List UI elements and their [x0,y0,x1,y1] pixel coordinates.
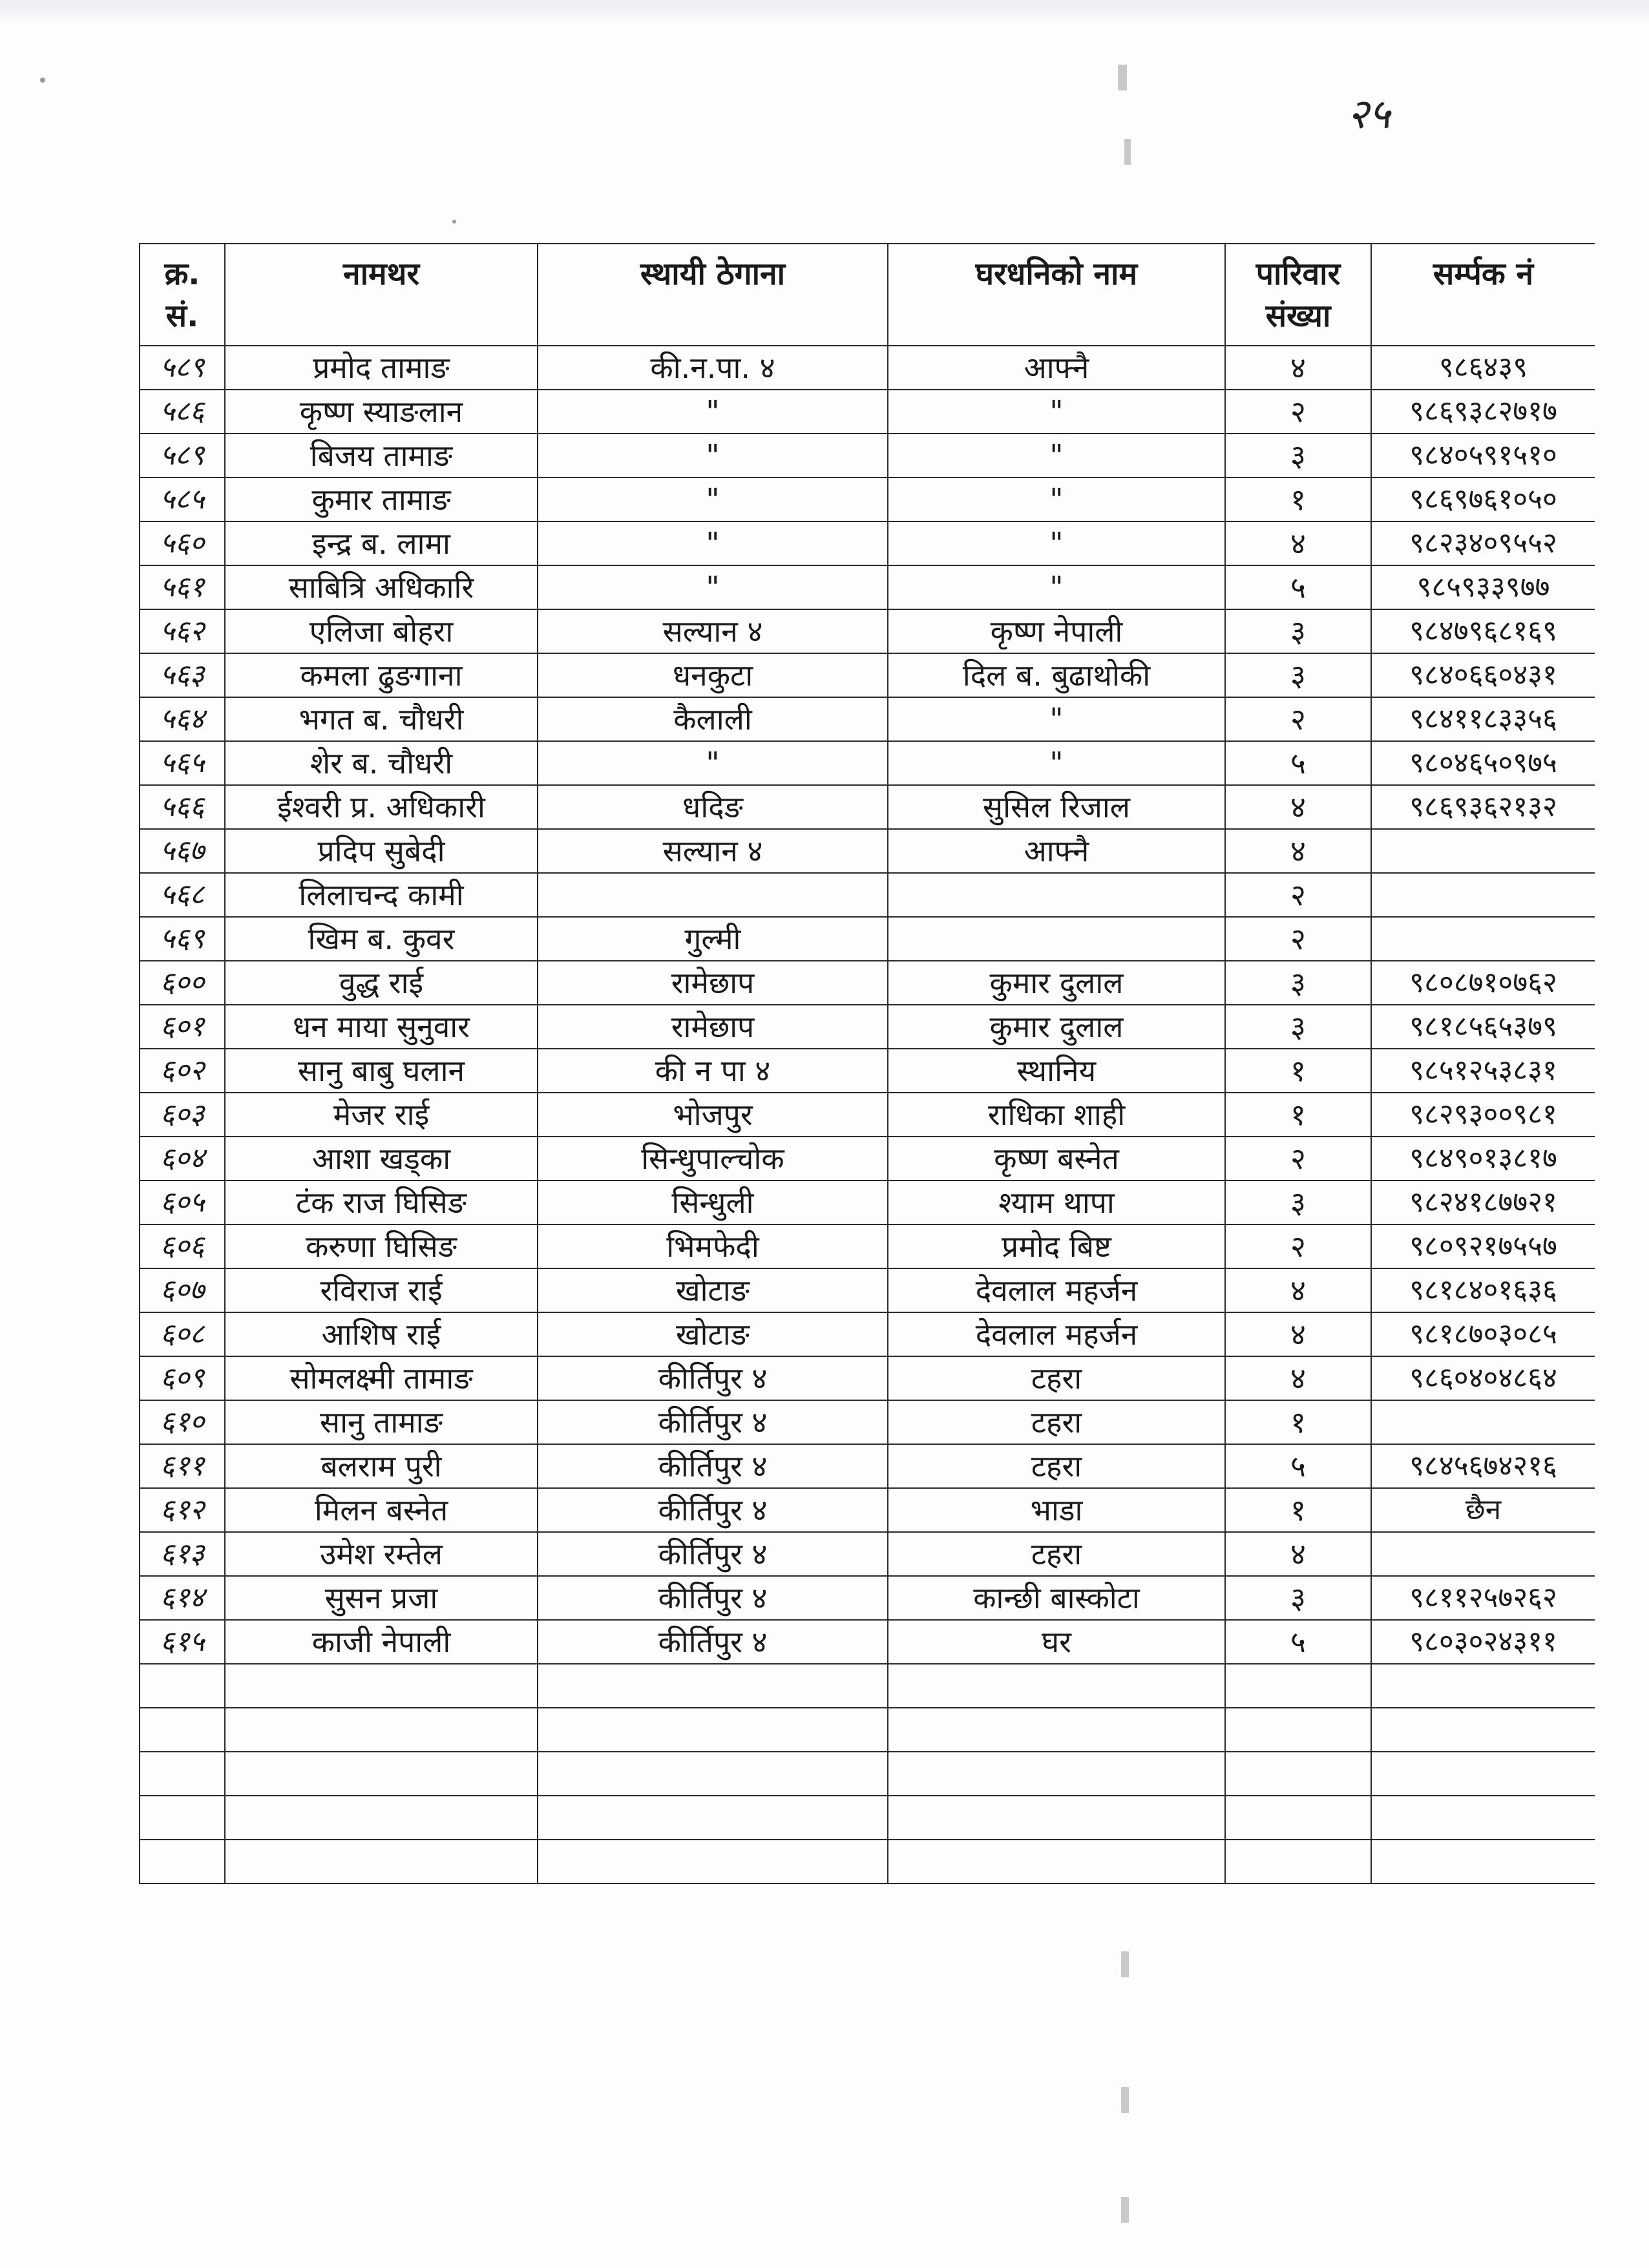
serial-cell: ५६८ [140,873,225,917]
blank-cell [225,1840,538,1884]
contact-cell: ९८२३४०९५५२ [1371,521,1595,565]
contact-cell [1371,917,1595,961]
table-row [140,1093,1595,1137]
blank-cell [225,1664,538,1708]
name-cell: रविराज राई [225,1268,538,1312]
blank-cell [1371,1796,1595,1840]
blank-cell [1225,1664,1371,1708]
household-register-table [139,243,1595,1884]
table-row [140,1005,1595,1049]
serial-cell: ६१५ [140,1620,225,1664]
serial-cell: ६०७ [140,1268,225,1312]
blank-cell [225,1708,538,1752]
serial-cell: ५८५ [140,478,225,521]
name-cell: एलिजा बोहरा [225,609,538,653]
contact-cell: ९८२९३००९८१ [1371,1093,1595,1137]
table-row [140,653,1595,697]
owner-cell: घर [888,1620,1225,1664]
contact-cell: ९८०८७१०७६२ [1371,961,1595,1005]
serial-cell: ५६४ [140,697,225,741]
name-cell: आशा खड्का [225,1137,538,1181]
blank-cell [538,1664,888,1708]
serial-cell: ६०९ [140,1356,225,1400]
contact-cell: ९८०९२१७५५७ [1371,1224,1595,1268]
blank-cell [888,1840,1225,1884]
name-cell: शेर ब. चौधरी [225,741,538,785]
serial-cell: ५६७ [140,829,225,873]
name-cell: सुसन प्रजा [225,1576,538,1620]
table-row [140,697,1595,741]
owner-cell: आफ्नै [888,346,1225,390]
name-cell: टंक राज घिसिङ [225,1181,538,1224]
name-cell: साबित्रि अधिकारि [225,565,538,609]
header-contact: सर्म्पक नं [1371,244,1595,346]
address-cell: कीर्तिपुर ४ [538,1400,888,1444]
blank-cell [1371,1664,1595,1708]
blank-row [140,1840,1595,1884]
address-cell: कीर्तिपुर ४ [538,1488,888,1532]
serial-cell: ६१४ [140,1576,225,1620]
table-row [140,346,1595,390]
blank-cell [1225,1708,1371,1752]
table-row [140,785,1595,829]
scan-mark [1121,2197,1129,2223]
serial-cell: ५६२ [140,609,225,653]
contact-cell: ९८५९३३९७७ [1371,565,1595,609]
serial-cell: ६१२ [140,1488,225,1532]
serial-cell: ५६५ [140,741,225,785]
serial-cell: ५६३ [140,653,225,697]
table-row [140,829,1595,873]
family-count-cell: ३ [1225,1576,1371,1620]
address-cell: धनकुटा [538,653,888,697]
serial-cell: ६०५ [140,1181,225,1224]
address-cell: भिमफेदी [538,1224,888,1268]
table-row [140,1356,1595,1400]
address-cell: सिन्धुपाल्चोक [538,1137,888,1181]
blank-cell [888,1796,1225,1840]
address-cell: सल्यान ४ [538,829,888,873]
scan-mark [1121,1951,1129,1977]
owner-cell: टहरा [888,1532,1225,1576]
owner-cell: देवलाल महर्जन [888,1268,1225,1312]
family-count-cell: ४ [1225,785,1371,829]
serial-cell: ६०३ [140,1093,225,1137]
owner-cell: टहरा [888,1444,1225,1488]
address-cell: रामेछाप [538,961,888,1005]
table-row [140,961,1595,1005]
table-row [140,1268,1595,1312]
contact-cell: ९८०३०२४३११ [1371,1620,1595,1664]
name-cell: लिलाचन्द कामी [225,873,538,917]
table-row [140,917,1595,961]
scan-top-edge [0,0,1649,26]
header-name: नामथर [225,244,538,346]
contact-cell: छैन [1371,1488,1595,1532]
address-cell: धदिङ [538,785,888,829]
table-row [140,1181,1595,1224]
blank-row [140,1752,1595,1796]
family-count-cell: ३ [1225,1005,1371,1049]
family-count-cell: ५ [1225,1444,1371,1488]
blank-cell [140,1708,225,1752]
table-row [140,521,1595,565]
address-cell: खोटाङ [538,1268,888,1312]
contact-cell: ९८६९३६२१३२ [1371,785,1595,829]
serial-cell: ५६६ [140,785,225,829]
address-cell: रामेछाप [538,1005,888,1049]
contact-cell: ९८२४१८७७२१ [1371,1181,1595,1224]
table-row [140,434,1595,478]
scan-mark [1118,65,1127,90]
contact-cell: ९८१८५६५३७९ [1371,1005,1595,1049]
serial-cell: ६०१ [140,1005,225,1049]
table-row [140,1488,1595,1532]
owner-cell: टहरा [888,1400,1225,1444]
name-cell: बिजय तामाङ [225,434,538,478]
owner-cell: टहरा [888,1356,1225,1400]
family-count-cell: ५ [1225,1620,1371,1664]
contact-cell [1371,1400,1595,1444]
contact-cell: ९८६०४०४८६४ [1371,1356,1595,1400]
blank-cell [140,1664,225,1708]
owner-cell: भाडा [888,1488,1225,1532]
name-cell: काजी नेपाली [225,1620,538,1664]
address-cell: " [538,565,888,609]
family-count-cell: ५ [1225,565,1371,609]
page-number: २५ [1347,90,1391,138]
blank-row [140,1708,1595,1752]
blank-cell [888,1708,1225,1752]
contact-cell: ९८५१२५३८३१ [1371,1049,1595,1093]
family-count-cell: ४ [1225,346,1371,390]
family-count-cell: ३ [1225,1181,1371,1224]
contact-cell: ९८४७९६८१६९ [1371,609,1595,653]
contact-cell [1371,1532,1595,1576]
blank-cell [538,1796,888,1840]
address-cell: कीर्तिपुर ४ [538,1356,888,1400]
family-count-cell: २ [1225,917,1371,961]
address-cell: " [538,478,888,521]
contact-cell: ९८६९७६१०५० [1371,478,1595,521]
contact-cell: ९८१८४०१६३६ [1371,1268,1595,1312]
owner-cell: देवलाल महर्जन [888,1312,1225,1356]
owner-cell: " [888,565,1225,609]
owner-cell [888,873,1225,917]
name-cell: प्रमोद तामाङ [225,346,538,390]
blank-cell [538,1840,888,1884]
header-serial: क्र. सं. [140,244,225,346]
serial-cell: ६११ [140,1444,225,1488]
blank-cell [538,1708,888,1752]
table-row [140,1576,1595,1620]
family-count-cell: १ [1225,1488,1371,1532]
blank-cell [538,1752,888,1796]
name-cell: सोमलक्ष्मी तामाङ [225,1356,538,1400]
contact-cell: ९८०४६५०९७५ [1371,741,1595,785]
table-row [140,1137,1595,1181]
contact-cell: ९८११२५७२६२ [1371,1576,1595,1620]
owner-cell [888,917,1225,961]
address-cell: की.न.पा. ४ [538,346,888,390]
serial-cell: ५६१ [140,565,225,609]
table-row [140,741,1595,785]
table-row [140,873,1595,917]
owner-cell: श्याम थापा [888,1181,1225,1224]
address-cell: " [538,521,888,565]
family-count-cell: ३ [1225,609,1371,653]
serial-cell: ५८६ [140,390,225,434]
address-cell: कीर्तिपुर ४ [538,1532,888,1576]
name-cell: वुद्ध राई [225,961,538,1005]
family-count-cell: ३ [1225,653,1371,697]
family-count-cell: ५ [1225,741,1371,785]
family-count-cell: १ [1225,1400,1371,1444]
serial-cell: ६१३ [140,1532,225,1576]
owner-cell: प्रमोद बिष्ट [888,1224,1225,1268]
family-count-cell: ४ [1225,1356,1371,1400]
owner-cell: " [888,741,1225,785]
name-cell: उमेश रम्तेल [225,1532,538,1576]
family-count-cell: १ [1225,1093,1371,1137]
name-cell: आशिष राई [225,1312,538,1356]
address-cell: खोटाङ [538,1312,888,1356]
owner-cell: स्थानिय [888,1049,1225,1093]
blank-cell [140,1840,225,1884]
name-cell: सानु बाबु घलान [225,1049,538,1093]
owner-cell: राधिका शाही [888,1093,1225,1137]
contact-cell [1371,829,1595,873]
name-cell: मेजर राई [225,1093,538,1137]
blank-cell [225,1796,538,1840]
header-address: स्थायी ठेगाना [538,244,888,346]
scan-speck [40,78,45,83]
family-count-cell: १ [1225,478,1371,521]
blank-cell [888,1664,1225,1708]
blank-cell [1371,1708,1595,1752]
family-count-cell: २ [1225,873,1371,917]
family-count-cell: २ [1225,390,1371,434]
blank-cell [1225,1752,1371,1796]
contact-cell: ९८४०६६०४३१ [1371,653,1595,697]
blank-cell [1225,1796,1371,1840]
contact-cell: ९८४११८३३५६ [1371,697,1595,741]
address-cell: " [538,741,888,785]
family-count-cell: ३ [1225,434,1371,478]
address-cell: " [538,390,888,434]
name-cell: सानु तामाङ [225,1400,538,1444]
name-cell: कृष्ण स्याङलान [225,390,538,434]
contact-cell: ९८४९०१३८१७ [1371,1137,1595,1181]
table-row [140,1224,1595,1268]
owner-cell: दिल ब. बुढाथोकी [888,653,1225,697]
family-count-cell: ३ [1225,961,1371,1005]
table-row [140,1532,1595,1576]
scan-mark [1124,139,1131,165]
serial-cell: ६१० [140,1400,225,1444]
blank-cell [888,1752,1225,1796]
owner-cell: कृष्ण बस्नेत [888,1137,1225,1181]
family-count-cell: १ [1225,1049,1371,1093]
blank-row [140,1796,1595,1840]
address-cell: भोजपुर [538,1093,888,1137]
blank-cell [225,1752,538,1796]
table-row [140,1312,1595,1356]
contact-cell: ९८४५६७४२१६ [1371,1444,1595,1488]
serial-cell: ५८९ [140,346,225,390]
contact-cell: ९८१८७०३०८५ [1371,1312,1595,1356]
family-count-cell: २ [1225,697,1371,741]
name-cell: कमला ढुङगाना [225,653,538,697]
owner-cell: " [888,521,1225,565]
owner-cell: कृष्ण नेपाली [888,609,1225,653]
blank-cell [1371,1840,1595,1884]
serial-cell: ६०० [140,961,225,1005]
table-row [140,478,1595,521]
name-cell: धन माया सुनुवार [225,1005,538,1049]
family-count-cell: ४ [1225,521,1371,565]
table-row [140,1620,1595,1664]
serial-cell: ५६० [140,521,225,565]
name-cell: ईश्वरी प्र. अधिकारी [225,785,538,829]
serial-cell: ५६९ [140,917,225,961]
address-cell: " [538,434,888,478]
family-count-cell: २ [1225,1137,1371,1181]
family-count-cell: ४ [1225,1312,1371,1356]
name-cell: इन्द्र ब. लामा [225,521,538,565]
name-cell: खिम ब. कुवर [225,917,538,961]
table-row [140,1444,1595,1488]
address-cell: कीर्तिपुर ४ [538,1620,888,1664]
name-cell: मिलन बस्नेत [225,1488,538,1532]
address-cell: कीर्तिपुर ४ [538,1444,888,1488]
owner-cell: कुमार दुलाल [888,961,1225,1005]
serial-cell: ५८९ [140,434,225,478]
contact-cell [1371,873,1595,917]
family-count-cell: २ [1225,1224,1371,1268]
serial-cell: ६०६ [140,1224,225,1268]
scan-mark [1121,2087,1129,2113]
name-cell: बलराम पुरी [225,1444,538,1488]
address-cell: गुल्मी [538,917,888,961]
address-cell: सल्यान ४ [538,609,888,653]
blank-cell [1225,1840,1371,1884]
table-row [140,565,1595,609]
table-row [140,1049,1595,1093]
address-cell: की न पा ४ [538,1049,888,1093]
name-cell: प्रदिप सुबेदी [225,829,538,873]
table-row [140,609,1595,653]
owner-cell: " [888,390,1225,434]
blank-cell [140,1796,225,1840]
owner-cell: कुमार दुलाल [888,1005,1225,1049]
address-cell: कैलाली [538,697,888,741]
blank-cell [1371,1752,1595,1796]
address-cell: कीर्तिपुर ४ [538,1576,888,1620]
family-count-cell: ४ [1225,1268,1371,1312]
serial-cell: ६०८ [140,1312,225,1356]
family-count-cell: ४ [1225,1532,1371,1576]
scan-speck [452,220,456,224]
owner-cell: " [888,697,1225,741]
name-cell: कुमार तामाङ [225,478,538,521]
owner-cell: " [888,478,1225,521]
owner-cell: आफ्नै [888,829,1225,873]
owner-cell: सुसिल रिजाल [888,785,1225,829]
header-family-count: पारिवार संख्या [1225,244,1371,346]
family-count-cell: ४ [1225,829,1371,873]
contact-cell: ९८६९३८२७१७ [1371,390,1595,434]
owner-cell: " [888,434,1225,478]
header-owner: घरधनिको नाम [888,244,1225,346]
header-row [140,244,1595,346]
contact-cell: ९८४०५९१५१० [1371,434,1595,478]
blank-cell [140,1752,225,1796]
serial-cell: ६०२ [140,1049,225,1093]
contact-cell: ९८६४३९ [1371,346,1595,390]
table-row [140,390,1595,434]
name-cell: करुणा घिसिङ [225,1224,538,1268]
serial-cell: ६०४ [140,1137,225,1181]
name-cell: भगत ब. चौधरी [225,697,538,741]
address-cell: सिन्धुली [538,1181,888,1224]
blank-row [140,1664,1595,1708]
address-cell [538,873,888,917]
owner-cell: कान्छी बास्कोटा [888,1576,1225,1620]
table-row [140,1400,1595,1444]
